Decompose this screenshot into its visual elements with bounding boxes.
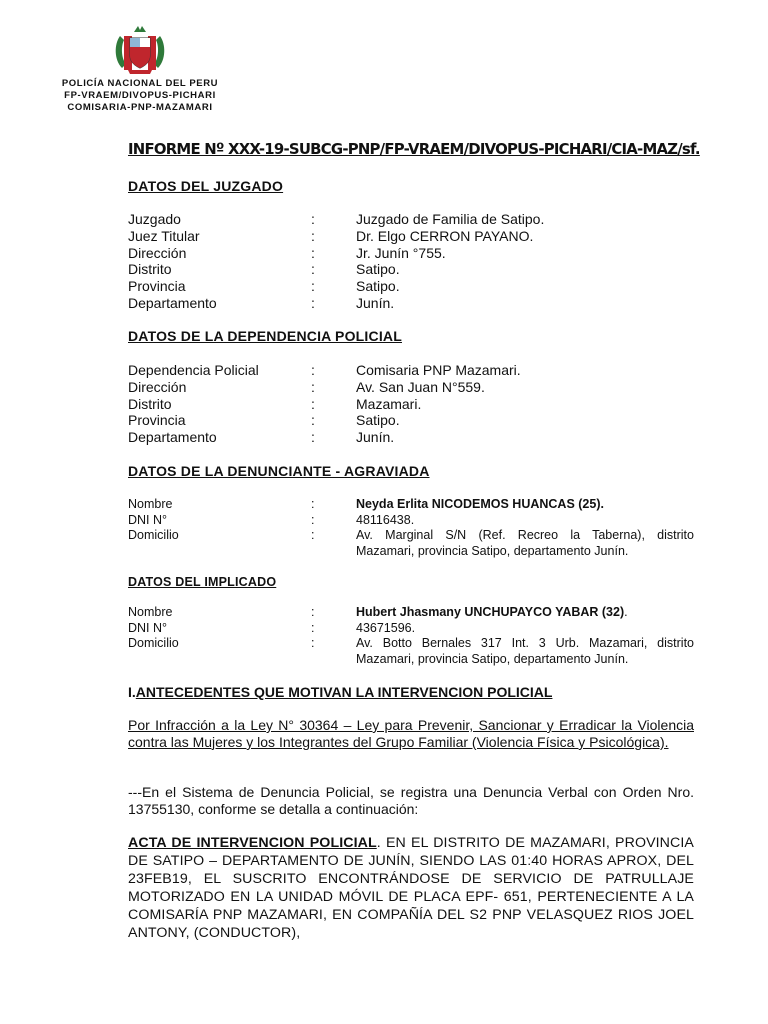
field-separator: : <box>311 605 315 619</box>
field-label: Provincia <box>128 278 186 295</box>
field-separator: : <box>311 261 315 278</box>
implicado-dni-row <box>128 621 694 637</box>
field-value: Juzgado de Familia de Satipo. <box>356 211 545 227</box>
field-value: Junín. <box>356 429 395 446</box>
field-separator: : <box>311 294 315 311</box>
implicado-table <box>128 605 694 667</box>
field-separator: : <box>311 497 315 511</box>
field-separator: : <box>311 244 315 261</box>
juzgado-row <box>128 228 694 245</box>
denunciante-nombre-row <box>128 497 694 513</box>
acta-lead: ACTA DE INTERVENCION POLICIAL <box>128 835 377 851</box>
section-number: I. <box>128 684 136 700</box>
field-label: Juez Titular <box>128 227 200 244</box>
field-separator: : <box>311 362 315 378</box>
field-label: DNI N° <box>128 512 168 527</box>
field-separator: : <box>311 620 315 635</box>
org-line-1: POLICÍA NACIONAL DEL PERU <box>61 78 219 89</box>
field-label: Dirección <box>128 244 187 261</box>
field-value: Av. Marginal S/N (Ref. Recreo la Taberna), distrito Mazamari, provincia Satipo, departamento Junín. <box>356 528 694 558</box>
field-value: Junín. <box>356 294 395 311</box>
field-separator: : <box>311 278 315 295</box>
letterhead <box>50 18 230 114</box>
field-value: Neyda Erlita NICODEMOS HUANCAS (25). <box>356 497 604 511</box>
dependencia-table <box>128 362 694 446</box>
field-value: 43671596. <box>356 620 416 635</box>
juzgado-row <box>128 211 694 228</box>
field-label: Nombre <box>128 497 173 511</box>
field-label: Departamento <box>128 294 217 311</box>
field-value: 48116438. <box>356 512 415 527</box>
field-value: Satipo. <box>356 278 400 295</box>
national-seal-icon <box>112 22 168 78</box>
antecedentes-heading <box>128 684 552 700</box>
field-value: Jr. Junín °755. <box>356 244 446 261</box>
implicado-domicilio-row <box>128 636 694 667</box>
denunciante-table <box>128 497 694 559</box>
field-separator: : <box>311 429 315 446</box>
field-label: Domicilio <box>128 528 179 542</box>
implicado-heading: DATOS DEL IMPLICADO <box>128 575 277 589</box>
org-line-3: COMISARIA-PNP-MAZAMARI <box>67 102 213 113</box>
juzgado-row <box>128 295 694 312</box>
field-separator: : <box>311 378 315 395</box>
juzgado-heading: DATOS DEL JUZGADO <box>128 178 284 194</box>
juzgado-row <box>128 245 694 262</box>
field-label: Distrito <box>128 261 172 278</box>
acta-body: . EN EL DISTRITO DE MAZAMARI, PROVINCIA DE SATIPO – DEPARTAMENTO DE JUNÍN, SIENDO LAS 01:40 HORAS APROX, DEL 23FEB19, EL SUSCRITO ENCONTRÁNDOSE DE SERVICIO DE PATRULLAJE MOTORIZADO EN LA UNIDAD MÓVIL DE PLACA EPF- 651, PERTENECIENTE A LA COMISARÍA PNP MAZAMARI, EN COMPAÑÍA DEL S2 PNP VELASQUEZ RIOS JOEL ANTONY, (CONDUCTOR), <box>128 835 694 941</box>
field-label: Nombre <box>128 605 173 619</box>
antecedentes-heading-text: ANTECEDENTES QUE MOTIVAN LA INTERVENCION POLICIAL <box>135 684 553 700</box>
field-separator: : <box>311 412 315 429</box>
dependencia-heading: DATOS DE LA DEPENDENCIA POLICIAL <box>128 328 402 344</box>
dependencia-row <box>128 396 694 413</box>
implicado-name-suffix: . <box>624 605 628 619</box>
field-value: Comisaria PNP Mazamari. <box>356 362 521 378</box>
field-value: Av. San Juan N°559. <box>356 378 485 395</box>
field-label: Dependencia Policial <box>128 362 259 378</box>
field-label: Departamento <box>128 429 217 446</box>
dependencia-row <box>128 379 694 396</box>
field-label: DNI N° <box>128 620 168 635</box>
denunciante-domicilio-row <box>128 528 694 559</box>
field-label: Dirección <box>128 378 187 395</box>
field-separator: : <box>311 528 315 542</box>
denunciante-dni-row <box>128 513 694 529</box>
field-separator: : <box>311 636 315 650</box>
acta-paragraph <box>128 834 694 942</box>
field-value: Mazamari. <box>356 395 422 412</box>
field-value: Dr. Elgo CERRON PAYANO. <box>356 227 534 244</box>
document-title: INFORME Nº XXX-19-SUBCG-PNP/FP-VRAEM/DIVOPUS-PICHARI/CIA-MAZ/sf. <box>128 140 700 158</box>
field-value: Satipo. <box>356 412 400 429</box>
field-value: Satipo. <box>356 261 400 278</box>
field-separator: : <box>311 227 315 244</box>
sistema-paragraph: ---En el Sistema de Denuncia Policial, se registra una Denuncia Verbal con Orden Nro. 13755130, conforme se detalla a continuación: <box>128 784 694 817</box>
juzgado-row <box>128 278 694 295</box>
denunciante-heading: DATOS DE LA DENUNCIANTE - AGRAVIADA <box>128 463 430 479</box>
field-label: Distrito <box>128 395 172 412</box>
field-separator: : <box>311 395 315 412</box>
dependencia-row <box>128 362 694 379</box>
field-value: Av. Botto Bernales 317 Int. 3 Urb. Mazamari, distrito Mazamari, provincia Satipo, departamento Junín. <box>356 636 694 666</box>
dependencia-row <box>128 429 694 446</box>
field-separator: : <box>311 211 315 227</box>
dependencia-row <box>128 412 694 429</box>
infraccion-paragraph: Por Infracción a la Ley N° 30364 – Ley para Prevenir, Sancionar y Erradicar la Violencia contra las Mujeres y los Integrantes del Grupo Familiar (Violencia Física y Psicológica). <box>128 717 694 750</box>
implicado-name: Hubert Jhasmany UNCHUPAYCO YABAR (32) <box>356 605 625 619</box>
field-value <box>356 605 694 621</box>
juzgado-table <box>128 211 694 312</box>
field-separator: : <box>311 512 315 527</box>
juzgado-row <box>128 261 694 278</box>
org-line-2: FP-VRAEM/DIVOPUS-PICHARI <box>64 90 216 101</box>
field-label: Juzgado <box>128 211 181 227</box>
field-label: Domicilio <box>128 636 179 650</box>
field-label: Provincia <box>128 412 186 429</box>
implicado-nombre-row <box>128 605 694 621</box>
